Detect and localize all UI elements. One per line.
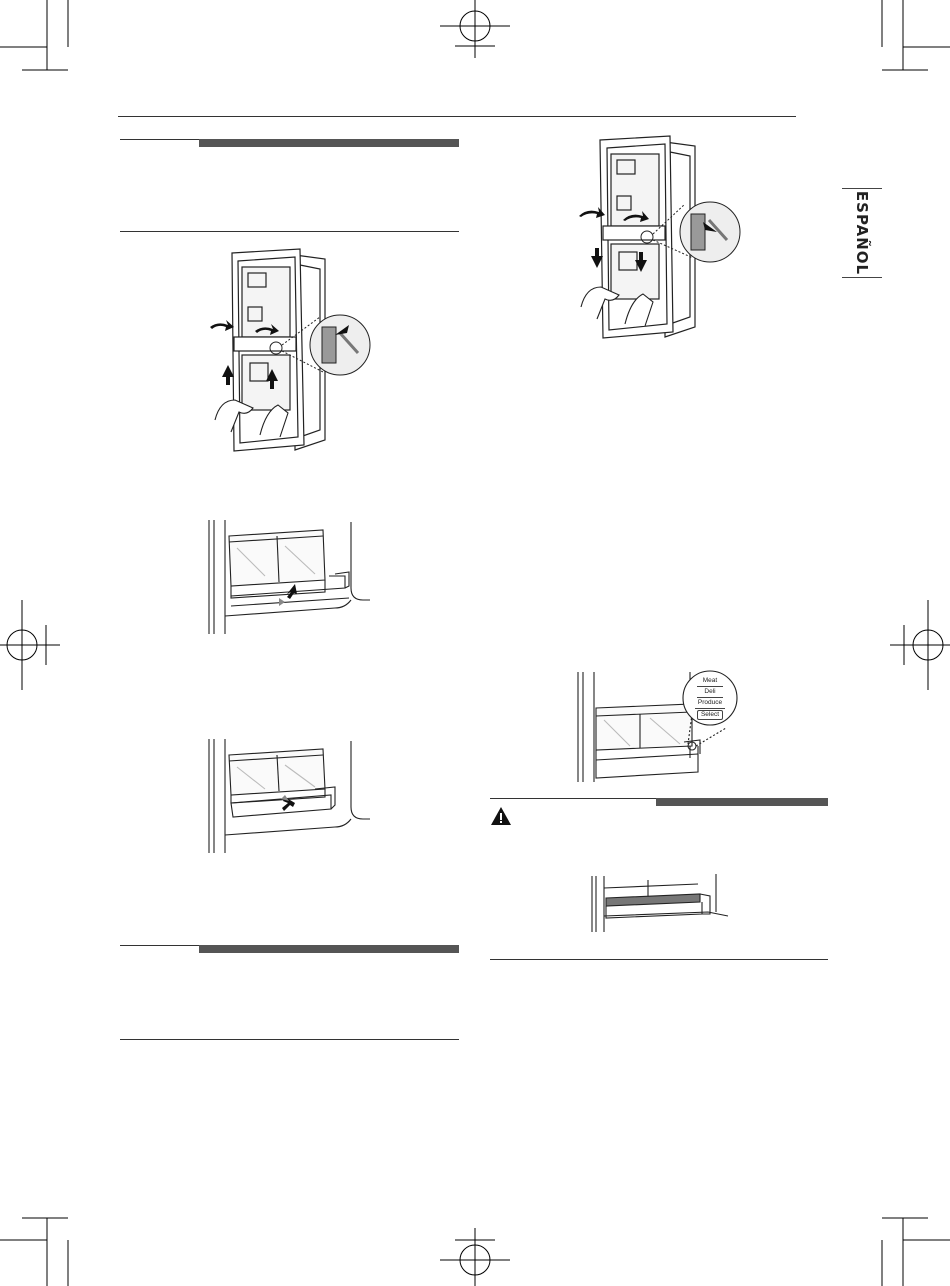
crisper-shelf-illustration <box>588 872 740 934</box>
registration-crosshair-icon <box>0 600 60 690</box>
warning-triangle-icon <box>490 806 512 826</box>
crisper-drawer-lift-illustration <box>205 518 375 636</box>
note-bar-top <box>120 139 459 147</box>
crisper-control-panel <box>688 676 732 722</box>
crisper-option-produce[interactable]: Produce <box>695 698 725 709</box>
registration-crosshair-icon <box>440 0 510 60</box>
warning-bar-bottom-rule <box>490 959 828 960</box>
crisper-option-meat[interactable]: Meat <box>697 676 723 687</box>
note-bar-bottom-rule-2 <box>120 1039 459 1040</box>
door-bin-install-illustration <box>575 132 745 342</box>
crisper-control-illustration <box>574 668 744 786</box>
warning-bar-top <box>490 798 828 806</box>
registration-crosshair-icon <box>890 600 950 690</box>
note-bar-bottom-rule <box>120 231 459 232</box>
crisper-option-select[interactable]: Select <box>697 710 723 720</box>
registration-crosshair-icon <box>440 1228 510 1286</box>
note-bar-top-2 <box>120 945 459 953</box>
crisper-drawer-lower-illustration <box>205 737 375 855</box>
language-tab-label: ESPAÑOL <box>853 190 871 276</box>
header-rule <box>118 116 796 117</box>
crisper-option-deli[interactable]: Deli <box>697 687 723 698</box>
door-bin-lift-illustration <box>200 245 375 455</box>
language-tab <box>842 188 882 278</box>
